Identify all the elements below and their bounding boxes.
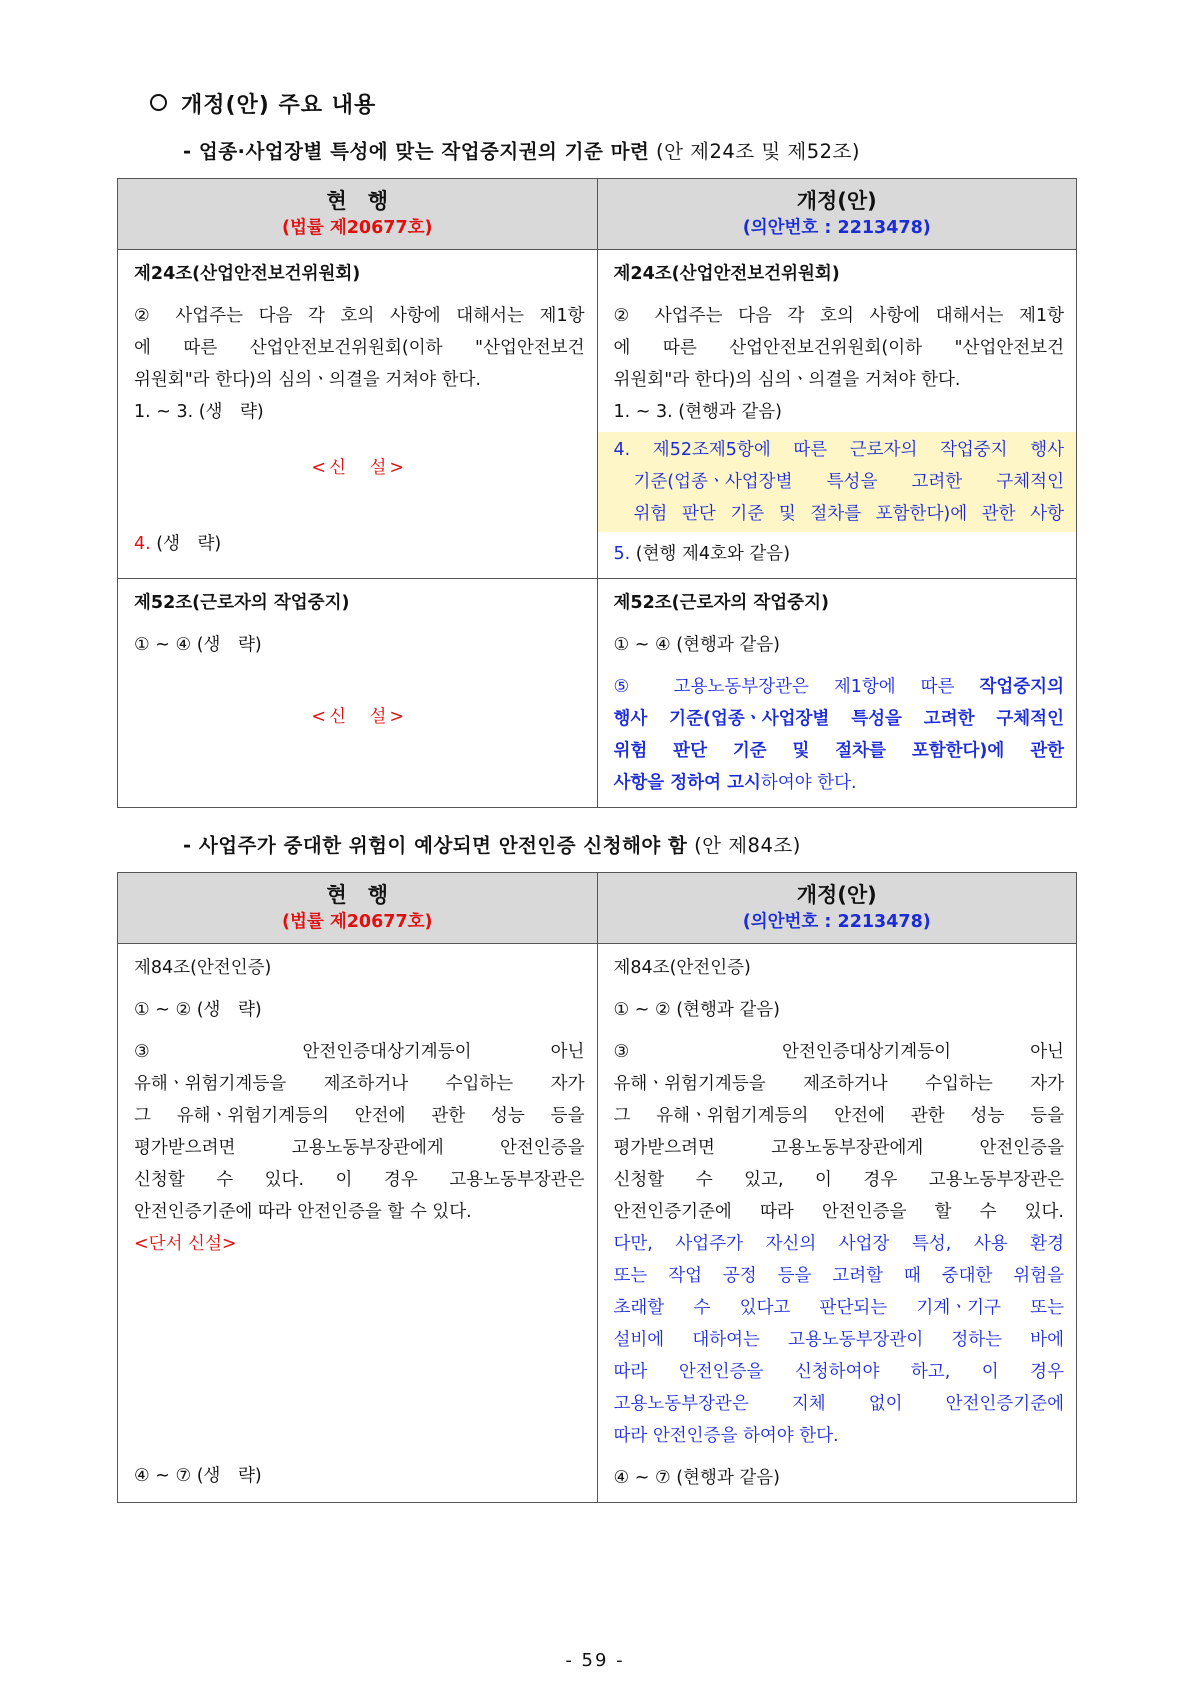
- page-number: - 59 -: [565, 1650, 625, 1671]
- article-title: 제84조(안전인증): [613, 958, 751, 978]
- proviso-new-mark: <단서 신설>: [134, 1234, 237, 1254]
- new-provision-mark: <신 설>: [311, 707, 408, 727]
- header-current: 현 행 (법률 제20677호): [118, 873, 598, 944]
- new-provision-mark: <신 설>: [311, 458, 408, 478]
- art84-proposed-cell: 제84조(안전인증) ① ~ ② (현행과 같음) ③ 안전인증대상기계등이 아닌 유해ㆍ위험기계등을 제조하거나 수입하는 자가 그 유해ㆍ위험기계등의 안전에 관한 성능 등을 평가받으려면 고용노동부장관에게 안전인증을 신청할 수 있고, 이 경우 고용노동부장관은 안전인증기준에 따라 안전인증을 할 수 있다. 다만, 사업주가 자신의 사업장 특성, 사용 환경 또는 작업 공정 등을 고려할 때 중대한 위험을 초래할 수 있다고 판단되는 기계ㆍ기구 또는 설비에 대하여는 고용노동부장관이 정하는 바에 따라 안전인증을 신청하여야 하고, 이 경우 고용노동부장관은 지체 없이 안전인증기준에 따라 안전인증을 하여야 한다. ④ ~ ⑦ (현행과 같음): [597, 944, 1077, 1503]
- section2-title: - 사업주가 중대한 위험이 예상되면 안전인증 신청해야 함 (안 제84조): [183, 834, 801, 857]
- circle-bullet-icon: [150, 94, 167, 111]
- highlighted-new-item: 4. 제52조제5항에 따른 근로자의 작업중지 행사 기준(업종ㆍ사업장별 특성을 고려한 구체적인 위험 판단 기준 및 절차를 포함한다)에 관한 사항: [598, 432, 1077, 532]
- art52-proposed-cell: 제52조(근로자의 작업중지) ① ~ ④ (현행과 같음) ⑤ 고용노동부장관은 제1항에 따른 작업중지의 행사 기준(업종ㆍ사업장별 특성을 고려한 구체적인 위험 판단 기준 및 절차를 포함한다)에 관한 사항을 정하여 고시하여야 한다.: [597, 579, 1077, 808]
- art84-current-cell: 제84조(안전인증) ① ~ ② (생 략) ③ 안전인증대상기계등이 아닌 유해ㆍ위험기계등을 제조하거나 수입하는 자가 그 유해ㆍ위험기계등의 안전에 관한 성능 등을 평가받으려면 고용노동부장관에게 안전인증을 신청할 수 있다. 이 경우 고용노동부장관은 안전인증기준에 따라 안전인증을 할 수 있다. <단서 신설> ④ ~ ⑦ (생 략): [118, 944, 598, 1503]
- article-title: 제24조(산업안전보건위원회): [613, 264, 840, 284]
- comparison-table-1: [117, 178, 1077, 808]
- article-title: 제52조(근로자의 작업중지): [134, 593, 350, 613]
- header-proposed: 개정(안) (의안번호 : 2213478): [597, 873, 1077, 944]
- comparison-table-2: [117, 872, 1077, 1503]
- art52-current-cell: 제52조(근로자의 작업중지) ① ~ ④ (생 략) <신 설>: [118, 579, 598, 808]
- art24-current-cell: 제24조(산업안전보건위원회) ② 사업주는 다음 각 호의 사항에 대해서는 제1항 에 따른 산업안전보건위원회(이하 "산업안전보건 위원회"라 한다)의 심의ㆍ의결을 거쳐야 한다. 1. ~ 3. (생 략) <신 설> 4. (생 략): [118, 250, 598, 579]
- article-title: 제84조(안전인증): [134, 958, 272, 978]
- art24-proposed-cell: 제24조(산업안전보건위원회) ② 사업주는 다음 각 호의 사항에 대해서는 제1항 에 따른 산업안전보건위원회(이하 "산업안전보건 위원회"라 한다)의 심의ㆍ의결을 거쳐야 한다. 1. ~ 3. (현행과 같음) 4. 제52조제5항에 따른 근로자의 작업중지 행사 기준(업종ㆍ사업장별 특성을 고려한 구체적인 위험 판단 기준 및 절차를 포함한다)에 관한 사항 5. (현행 제4호와 같음): [597, 250, 1077, 579]
- header-current: 현 행 (법률 제20677호): [118, 179, 598, 250]
- section1-title: - 업종·사업장별 특성에 맞는 작업중지권의 기준 마련 (안 제24조 및 제52조): [183, 140, 860, 163]
- header-proposed: 개정(안) (의안번호 : 2213478): [597, 179, 1077, 250]
- article-title: 제52조(근로자의 작업중지): [613, 593, 829, 613]
- article-title: 제24조(산업안전보건위원회): [134, 264, 361, 284]
- section-heading: 개정(안) 주요 내용: [150, 88, 376, 119]
